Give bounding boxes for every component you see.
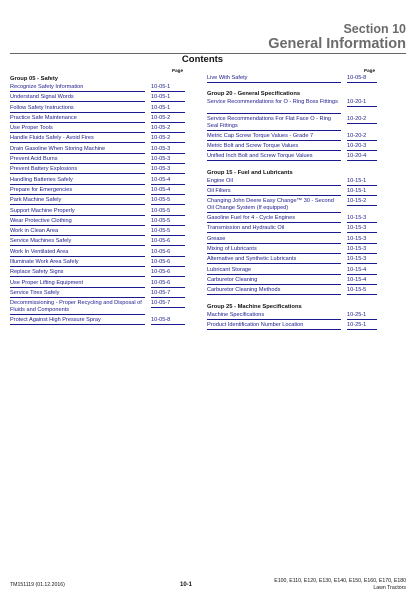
toc-entry-link[interactable]	[10, 125, 185, 135]
toc-entry-title: Service Recommendations for O - Ring Boss Fittings	[207, 99, 341, 114]
toc-entry-title: Lubricant Storage	[207, 267, 341, 275]
group-heading: Group 20 - General Specifications	[207, 91, 301, 98]
toc-entry-title: Handle Fluids Safely - Avoid Fires	[10, 135, 145, 143]
section-title: General Information	[268, 36, 406, 52]
toc-entry-page: 10-05-5	[151, 197, 185, 205]
contents-right-column	[207, 66, 377, 332]
toc-entry-page: 10-05-6	[151, 259, 185, 267]
toc-entry-title: Oil Filters	[207, 188, 341, 196]
toc-entry-link[interactable]	[10, 290, 185, 300]
toc-entry-link[interactable]	[207, 75, 377, 85]
toc-entry-title: Park Machine Safely	[10, 197, 145, 205]
toc-entry-link[interactable]	[10, 228, 185, 238]
toc-entry-page: 10-05-6	[151, 238, 185, 246]
toc-entry-link[interactable]	[207, 246, 377, 256]
toc-entry-title: Prevent Battery Explosions	[10, 166, 145, 174]
toc-entry-page: 10-15-4	[347, 267, 377, 275]
toc-entry-page: 10-20-1	[347, 99, 377, 107]
toc-entry-page: 10-05-2	[151, 135, 185, 143]
toc-entry-page: 10-05-3	[151, 146, 185, 154]
toc-entry-page: 10-20-4	[347, 153, 377, 161]
toc-entry-link[interactable]	[10, 105, 185, 115]
toc-entry-link[interactable]	[207, 225, 377, 235]
toc-entry-link[interactable]	[207, 322, 377, 332]
toc-entry-link[interactable]	[10, 177, 185, 187]
toc-entry-page: 10-05-1	[151, 84, 185, 92]
entry-list	[207, 178, 377, 298]
toc-entry-title: Alternative and Synthetic Lubricants	[207, 256, 341, 264]
toc-entry-title: Use Proper Lifting Equipment	[10, 280, 145, 288]
toc-entry-title: Carburetor Cleaning Methods	[207, 287, 341, 295]
toc-entry-title: Follow Safety Instructions	[10, 105, 145, 113]
toc-entry-link[interactable]	[10, 156, 185, 166]
toc-entry-link[interactable]	[207, 256, 377, 266]
toc-entry-page: 10-15-3	[347, 236, 377, 244]
toc-entry-title: Transmission and Hydraulic Oil	[207, 225, 341, 233]
toc-entry-title: Work in Clean Area	[10, 228, 145, 236]
toc-entry-link[interactable]	[10, 115, 185, 125]
toc-entry-page: 10-15-3	[347, 256, 377, 264]
toc-entry-link[interactable]	[207, 188, 377, 198]
toc-entry-title: Carburetor Cleaning	[207, 277, 341, 285]
toc-entry-page: 10-05-6	[151, 249, 185, 257]
toc-entry-page: 10-05-7	[151, 300, 185, 308]
group-heading: Group 05 - Safety	[10, 76, 58, 82]
entry-list	[207, 75, 377, 85]
section-number: Section 10	[343, 22, 406, 36]
toc-entry-link[interactable]	[207, 178, 377, 188]
toc-entry-page: 10-20-3	[347, 143, 377, 151]
toc-entry-page: 10-15-2	[347, 198, 377, 206]
toc-entry-title: Support Machine Properly	[10, 208, 145, 216]
contents-title: Contents	[181, 54, 224, 65]
toc-entry-title: Gasoline Fuel for 4 - Cycle Engines	[207, 215, 341, 223]
toc-entry-link[interactable]	[10, 238, 185, 248]
toc-entry-title: Engine Oil	[207, 178, 341, 186]
toc-entry-link[interactable]	[10, 84, 185, 94]
toc-entry-page: 10-05-7	[151, 290, 185, 298]
toc-entry-page: 10-20-2	[347, 133, 377, 141]
toc-entry-page: 10-25-1	[347, 312, 377, 320]
toc-entry-title: Grease	[207, 236, 341, 244]
toc-entry-link[interactable]	[207, 236, 377, 246]
group-heading: Group 15 - Fuel and Lubricants	[207, 169, 293, 176]
model-info	[274, 578, 406, 592]
contents-left-column	[10, 66, 185, 327]
toc-entry-title: Unified Inch Bolt and Screw Torque Values	[207, 153, 341, 161]
toc-entry-page: 10-05-5	[151, 218, 185, 226]
toc-entry-page: 10-05-8	[347, 75, 377, 83]
toc-entry-link[interactable]	[207, 198, 377, 215]
toc-entry-title: Service Machines Safely	[10, 238, 145, 246]
toc-entry-page: 10-05-8	[151, 317, 185, 325]
page-column-header: Page	[172, 68, 183, 73]
toc-entry-page: 10-15-1	[347, 188, 377, 196]
toc-entry-title: Service Recommendations For Flat Face O - Ring Seal Fittings	[207, 116, 341, 131]
page-column-header: Page	[364, 68, 375, 73]
document-id: TM151119 (01.12.2016)	[10, 582, 65, 588]
toc-entry-title: Use Proper Tools	[10, 125, 145, 133]
toc-entry-page: 10-05-2	[151, 115, 185, 123]
toc-entry-link[interactable]	[10, 317, 185, 327]
toc-entry-title: Prepare for Emergencies	[10, 187, 145, 195]
toc-entry-link[interactable]	[10, 94, 185, 104]
toc-entry-page: 10-05-5	[151, 228, 185, 236]
toc-entry-title: Changing John Deere Easy Change™ 30 - Second Oil Change System (If equipped)	[207, 198, 341, 213]
toc-entry-link[interactable]	[207, 267, 377, 277]
toc-entry-title: Metric Cap Screw Torque Values - Grade 7	[207, 133, 341, 141]
toc-entry-title: Illuminate Work Area Safely	[10, 259, 145, 267]
toc-entry-link[interactable]	[10, 269, 185, 279]
group-list	[207, 85, 377, 332]
toc-entry-page: 10-15-1	[347, 178, 377, 186]
toc-entry-title: Wear Protective Clothing	[10, 218, 145, 226]
page-number: 10-1	[180, 582, 193, 588]
toc-entry-page: 10-05-6	[151, 269, 185, 277]
toc-entry-page: 10-05-3	[151, 166, 185, 174]
entry-list	[207, 312, 377, 333]
toc-entry-link[interactable]	[207, 277, 377, 287]
toc-entry-title: Recognize Safety Information	[10, 84, 145, 92]
toc-entry-page: 10-15-5	[347, 287, 377, 295]
toc-entry-link[interactable]	[10, 249, 185, 259]
toc-entry-link[interactable]	[10, 197, 185, 207]
toc-entry-title: Metric Bolt and Screw Torque Values	[207, 143, 341, 151]
toc-entry-page: 10-20-2	[347, 116, 377, 124]
toc-entry-page: 10-05-3	[151, 156, 185, 164]
toc-entry-link[interactable]	[207, 133, 377, 143]
toc-entry-page: 10-05-4	[151, 177, 185, 185]
toc-entry-title: Live With Safety	[207, 75, 341, 83]
toc-entry-link[interactable]	[10, 259, 185, 269]
toc-entry-link[interactable]	[207, 99, 377, 116]
toc-entry-page: 10-05-4	[151, 187, 185, 195]
entry-list	[10, 84, 185, 327]
entry-list	[207, 99, 377, 163]
toc-entry-link[interactable]	[10, 187, 185, 197]
toc-entry-link[interactable]	[207, 116, 377, 133]
toc-entry-link[interactable]	[10, 135, 185, 145]
toc-entry-title: Service Tires Safely	[10, 290, 145, 298]
toc-entry-link[interactable]	[10, 300, 185, 317]
toc-entry-title: Prevent Acid Burns	[10, 156, 145, 164]
toc-entry-title: Product Identification Number Location	[207, 322, 341, 330]
toc-entry-title: Protect Against High Pressure Spray	[10, 317, 145, 325]
product-name: Lawn Tractors	[373, 585, 406, 591]
toc-entry-title: Practice Safe Maintenance	[10, 115, 145, 123]
toc-entry-page: 10-15-3	[347, 246, 377, 254]
toc-entry-link[interactable]	[207, 153, 377, 163]
toc-entry-title: Work In Ventilated Area	[10, 249, 145, 257]
toc-entry-page: 10-15-4	[347, 277, 377, 285]
toc-entry-page: 10-15-3	[347, 225, 377, 233]
toc-entry-link[interactable]	[10, 166, 185, 176]
model-list: E100, E110, E120, E130, E140, E150, E160, E170, E180	[274, 578, 406, 584]
toc-entry-title: Machine Specifications	[207, 312, 341, 320]
toc-entry-title: Decommissioning - Proper Recycling and Disposal of Fluids and Components	[10, 300, 145, 315]
toc-entry-link[interactable]	[10, 208, 185, 218]
toc-entry-link[interactable]	[10, 146, 185, 156]
toc-entry-page: 10-05-1	[151, 94, 185, 102]
toc-entry-link[interactable]	[10, 280, 185, 290]
toc-entry-page: 10-15-3	[347, 215, 377, 223]
toc-entry-title: Replace Safety Signs	[10, 269, 145, 277]
toc-entry-link[interactable]	[207, 215, 377, 225]
toc-entry-page: 10-05-6	[151, 280, 185, 288]
toc-entry-page: 10-25-1	[347, 322, 377, 330]
toc-entry-page: 10-05-2	[151, 125, 185, 133]
group-heading: Group 25 - Machine Specifications	[207, 303, 302, 310]
toc-entry-title: Mixing of Lubricants	[207, 246, 341, 254]
toc-entry-link[interactable]	[10, 218, 185, 228]
toc-entry-title: Handling Batteries Safely	[10, 177, 145, 185]
toc-entry-link[interactable]	[207, 143, 377, 153]
toc-entry-title: Drain Gasoline When Storing Machine	[10, 146, 145, 154]
toc-entry-title: Understand Signal Words	[10, 94, 145, 102]
toc-entry-link[interactable]	[207, 287, 377, 297]
toc-entry-page: 10-05-1	[151, 105, 185, 113]
toc-entry-page: 10-05-5	[151, 208, 185, 216]
toc-entry-link[interactable]	[207, 312, 377, 322]
